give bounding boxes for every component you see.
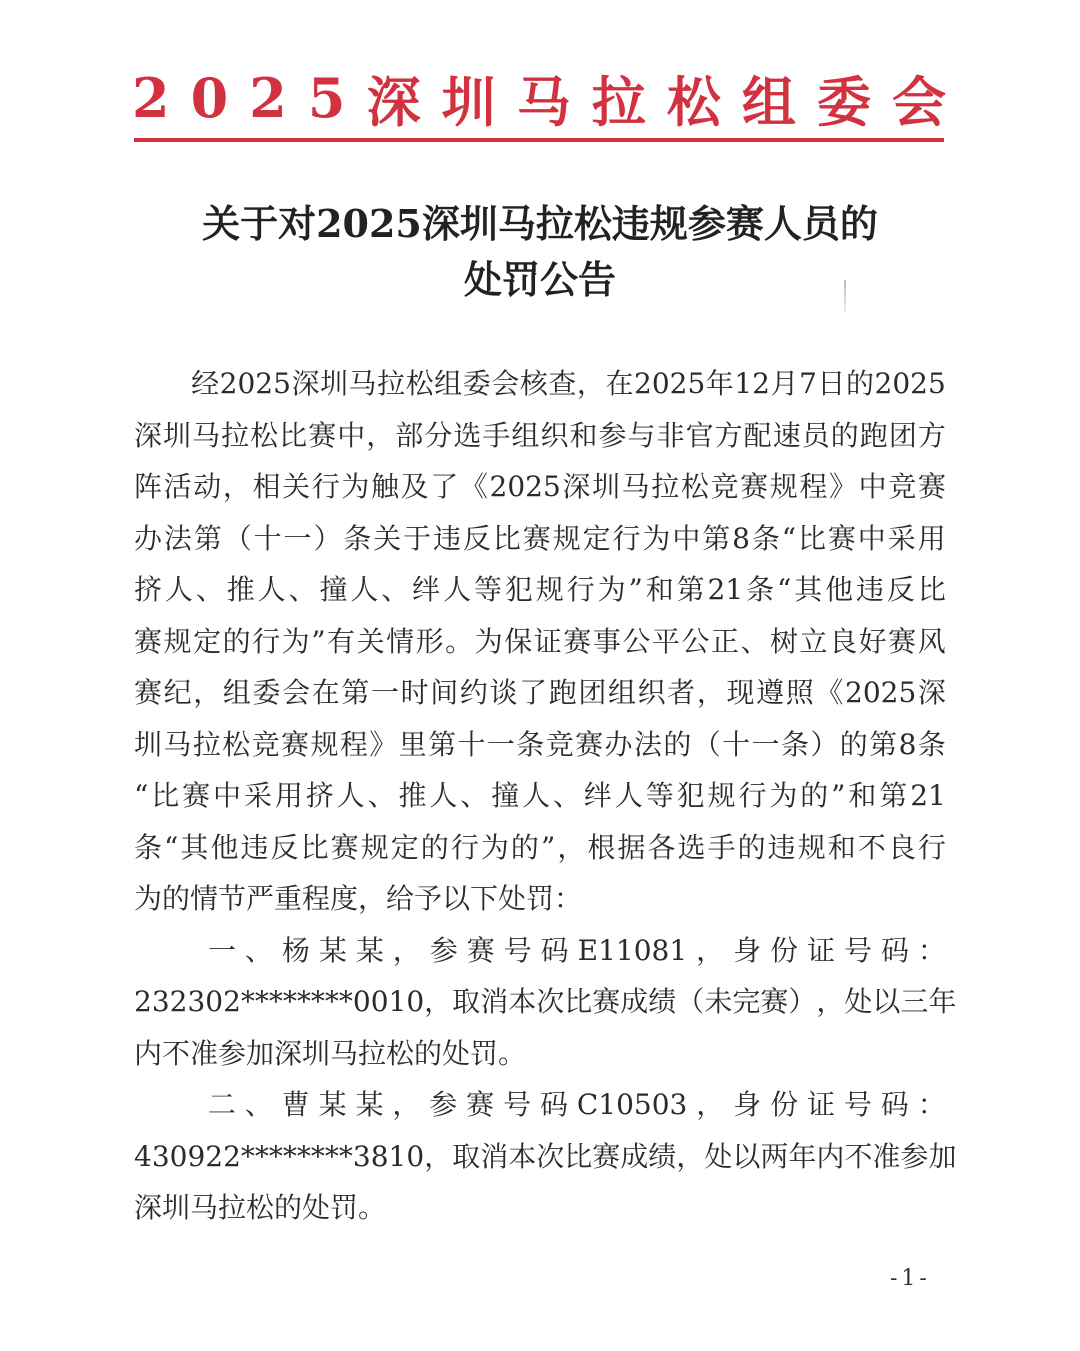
penalty-line: 内不准参加深圳马拉松的处罚。 — [134, 1036, 527, 1070]
penalty-line: 430922********3810 ， 取 消 本 次 比 赛 成 绩 ， 处 以 两 年 内 不 准 参 加 — [134, 1139, 957, 1173]
body-line: 条 “ 其 他 违 反 比 赛 规 定 的 行 为 的 ” ， 根 据 各 选 手 的 违 规 和 不 良 行 — [134, 830, 946, 864]
letterhead-char: 拉 — [591, 69, 646, 134]
letterhead-char: 0 — [190, 66, 229, 130]
letterhead-char: 深 — [366, 69, 421, 134]
penalty-line: 二 、 曹 某 某 ， 参 赛 号 码 C10503 ， 身 份 证 号 码 ： — [207, 1088, 946, 1121]
title-line-1: 关于对2025深圳马拉松违规参赛人员的 — [202, 201, 878, 246]
body-line: 深 圳 马 拉 松 比 赛 中 ， 部 分 选 手 组 织 和 参 与 非 官 方 配 速 员 的 跑 团 方 — [134, 418, 946, 452]
body-line: 办 法 第 （ 十 一 ） 条 关 于 违 反 比 赛 规 定 行 为 中 第 8 条 “ 比 赛 中 采 用 — [134, 521, 946, 555]
body-line: 挤 人 、 推 人 、 撞 人 、 绊 人 等 犯 规 行 为 ” 和 第 21 条 “ 其 他 违 反 比 — [134, 573, 946, 606]
scan-mark — [844, 280, 846, 312]
body-line: 赛 规 定 的 行 为 ” 有 关 情 形 。 为 保 证 赛 事 公 平 公 正 、 树 立 良 好 赛 风 — [134, 624, 946, 658]
title-line-2: 处罚公告 — [463, 257, 616, 302]
letterhead-char: 圳 — [441, 69, 496, 134]
letterhead-char: 松 — [666, 69, 721, 134]
letterhead-char: 会 — [892, 69, 946, 134]
penalty-line: 深圳马拉松的处罚。 — [134, 1191, 387, 1224]
letterhead-char: 马 — [516, 69, 571, 134]
body-line: “ 比 赛 中 采 用 挤 人 、 推 人 、 撞 人 、 绊 人 等 犯 规 行 为 的 ” 和 第 21 — [134, 779, 946, 812]
letterhead-char: 组 — [741, 69, 796, 134]
letterhead-char: 2 — [249, 66, 287, 130]
body-line: 经 2025 深 圳 马 拉 松 组 委 会 核 查 ， 在 2025 年 12 月 7 日 的 2025 — [191, 367, 946, 400]
body-line: 赛 纪 ， 组 委 会 在 第 一 时 间 约 谈 了 跑 团 组 织 者 ， 现 遵 照 《 2025 深 — [134, 676, 946, 709]
page-number: -1- — [890, 1266, 931, 1291]
penalty-line: 一 、 杨 某 某 ， 参 赛 号 码 E11081 ， 身 份 证 号 码 ： — [207, 933, 946, 967]
letterhead-char: 委 — [816, 69, 871, 134]
document-title — [130, 196, 950, 308]
letterhead-red-rule — [134, 138, 944, 142]
penalty-item-2 — [134, 1079, 957, 1234]
body-line: 阵 活 动 ， 相 关 行 为 触 及 了 《 2025 深 圳 马 拉 松 竞 赛 规 程 》 中 竞 赛 — [134, 470, 946, 503]
penalty-item-1 — [134, 925, 957, 1080]
body-line: 为的情节严重程度，给予以下处罚： — [134, 882, 583, 915]
body-line: 圳 马 拉 松 竞 赛 规 程 》 里 第 十 一 条 竞 赛 办 法 的 （ 十 一 条 ） 的 第 8 条 — [134, 727, 946, 761]
announcement-body — [134, 358, 957, 1234]
letterhead-char: 5 — [307, 66, 346, 130]
letterhead-org-name — [132, 66, 946, 134]
penalty-line: 232302********0010 ， 取 消 本 次 比 赛 成 绩 （ 未 完 赛 ） ， 处 以 三 年 — [134, 985, 957, 1018]
letterhead-char: 2 — [132, 66, 170, 130]
